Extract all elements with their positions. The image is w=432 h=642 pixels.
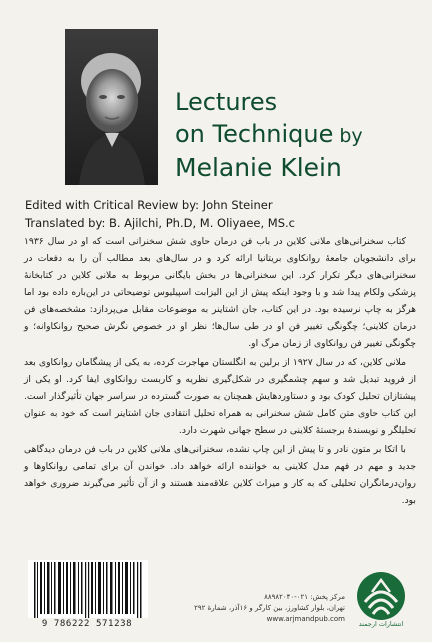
author-portrait-photo <box>65 29 158 185</box>
isbn-barcode <box>28 560 148 618</box>
translator-credit: Translated by: B. Ajilchi, Ph.D, M. Oliyaee, MS.c <box>25 216 295 230</box>
title-line-3-author: Melanie Klein <box>175 153 342 182</box>
blurb-text <box>24 233 416 511</box>
title-by-word: by <box>339 125 363 147</box>
portrait-image <box>65 29 158 185</box>
title-line-2-main: on Technique <box>175 120 334 148</box>
book-title <box>175 86 415 184</box>
credits-block <box>25 196 415 232</box>
address-phone-line: مرکز پخش: ۰۲۱-۸۸۹۸۲۰۴۰ <box>264 593 345 601</box>
blurb-paragraph-1: کتاب سخنرانی‌های ملانی کلاین در باب فن درمان حاوی شش سخنرانی است که او در سال ۱۹۳۶ برای دانشجویان جامعهٔ روانکاوی بریتانیا ارائه کرد و در سال‌های بعد مطالب آن را به دفعات در سخنرانی‌های دیگر تکرار کرد. این سخنرانی‌ها در بخش بایگانی مربوط به ملانی کلاین در کتابخانهٔ پزشکی ولکام پیدا شد و با وجود اینکه پیش از این الیزابت اسپیلیوس توضیحاتی در این‌باره داده بود اما هرگز به چاپ نرسیده بود. در این کتاب، جان اشتاینر به موضوعات مقابل می‌پردازد: مشخصه‌های فن درمان کلاینی؛ چگونگی تغییر فن او در طی سال‌ها؛ نظر او در خصوص نگرش صحیح روانکاوانه؛ و چگونگی تغییر فن روانکاوی از زمان مرگ او. <box>24 236 416 349</box>
title-line-2 <box>175 118 415 152</box>
isbn-number: 9 786222 571238 <box>41 619 133 629</box>
publisher-website-link[interactable]: www.arjmandpub.com <box>266 615 345 623</box>
publisher-name: انتشارات ارجمند <box>358 620 404 628</box>
editor-credit: Edited with Critical Review by: John Steiner <box>25 198 273 212</box>
address-street-line: تهران، بلوار کشاورز، بین کارگر و ۱۶آذر، شمارهٔ ۲۹۲ <box>194 604 345 612</box>
publisher-address <box>160 592 345 625</box>
title-line-1: Lectures <box>175 88 278 116</box>
blurb-paragraph-3: با اتکا بر متون نادر و تا پیش از این چاپ نشده، سخنرانی‌های ملانی کلاین در باب فن درمان دیدگاهی جدید و مهم در فهم مدل کلاینی به خواننده ارائه خواهد داد. خواندن آن برای تمامی روانکاوها و روان‌درمانگران تحلیلی که به کار و میراث کلاین علاقه‌مند هستند و از آن تأثیر می‌گیرند ضروری خواهد بود. <box>24 444 416 506</box>
blurb-paragraph-2: ملانی کلاین، که در سال ۱۹۲۷ از برلین به انگلستان مهاجرت کرده، به یکی از پیشگامان روانکاوی بعد از فروید تبدیل شد و سهم چشمگیری در شکل‌گیری نظریه و کاربست روانکاوی ایفا کرد. او یکی از پیشتازان تحلیل کودک بود و دستاوردهایش همچنان به صورت گسترده در سراسر جهان تأثیرگذار است. این کتاب حاوی متن کامل شش سخنرانی به همراه تحلیل انتقادی جان اشتاینر است که خود به عنوان تحلیلگر و نویسندهٔ برجستهٔ کلاینی در سطح جهانی شهرت دارد. <box>24 357 416 436</box>
